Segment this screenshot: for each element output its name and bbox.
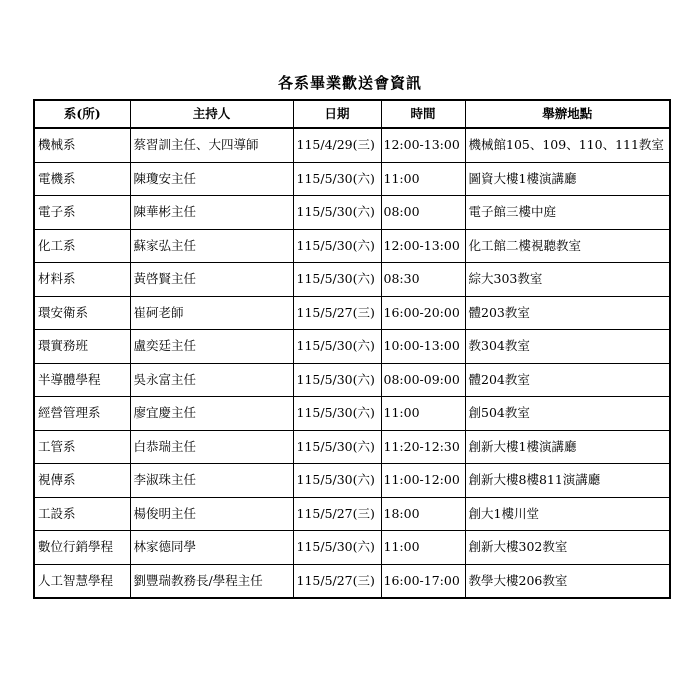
cell-time: 11:00 bbox=[381, 531, 465, 565]
cell-time: 11:00-12:00 bbox=[381, 464, 465, 498]
cell-date: 115/5/30(六) bbox=[293, 397, 381, 431]
cell-venue: 體203教室 bbox=[465, 296, 670, 330]
table-row bbox=[34, 464, 670, 498]
cell-department: 經營管理系 bbox=[34, 397, 130, 431]
table-row bbox=[34, 162, 670, 196]
cell-department: 機械系 bbox=[34, 128, 130, 162]
cell-venue: 創新大樓302教室 bbox=[465, 531, 670, 565]
table-header-row bbox=[34, 100, 670, 128]
cell-host: 蔡習訓主任、大四導師 bbox=[130, 128, 293, 162]
cell-department: 電機系 bbox=[34, 162, 130, 196]
cell-date: 115/5/30(六) bbox=[293, 531, 381, 565]
cell-time: 11:20-12:30 bbox=[381, 430, 465, 464]
cell-host: 白恭瑞主任 bbox=[130, 430, 293, 464]
cell-time: 16:00-17:00 bbox=[381, 564, 465, 598]
cell-department: 視傳系 bbox=[34, 464, 130, 498]
cell-host: 陳華彬主任 bbox=[130, 196, 293, 230]
cell-venue: 創新大樓1樓演講廳 bbox=[465, 430, 670, 464]
cell-department: 化工系 bbox=[34, 229, 130, 263]
cell-venue: 教304教室 bbox=[465, 330, 670, 364]
cell-department: 環實務班 bbox=[34, 330, 130, 364]
cell-host: 李淑珠主任 bbox=[130, 464, 293, 498]
cell-venue: 圖資大樓1樓演講廳 bbox=[465, 162, 670, 196]
cell-department: 工管系 bbox=[34, 430, 130, 464]
table-row bbox=[34, 128, 670, 162]
table-row bbox=[34, 196, 670, 230]
cell-department: 半導體學程 bbox=[34, 363, 130, 397]
table-row bbox=[34, 564, 670, 598]
cell-host: 陳瓊安主任 bbox=[130, 162, 293, 196]
cell-host: 劉豐瑞教務長/學程主任 bbox=[130, 564, 293, 598]
cell-host: 盧奕廷主任 bbox=[130, 330, 293, 364]
column-header-host: 主持人 bbox=[130, 100, 293, 128]
cell-department: 人工智慧學程 bbox=[34, 564, 130, 598]
cell-time: 11:00 bbox=[381, 397, 465, 431]
cell-venue: 綜大303教室 bbox=[465, 263, 670, 297]
cell-department: 工設系 bbox=[34, 497, 130, 531]
cell-department: 材料系 bbox=[34, 263, 130, 297]
cell-time: 08:00-09:00 bbox=[381, 363, 465, 397]
table-row bbox=[34, 531, 670, 565]
column-header-time: 時間 bbox=[381, 100, 465, 128]
cell-venue: 創504教室 bbox=[465, 397, 670, 431]
cell-date: 115/5/30(六) bbox=[293, 229, 381, 263]
cell-host: 崔砢老師 bbox=[130, 296, 293, 330]
cell-date: 115/5/30(六) bbox=[293, 464, 381, 498]
cell-host: 蘇家弘主任 bbox=[130, 229, 293, 263]
table-row bbox=[34, 430, 670, 464]
column-header-date: 日期 bbox=[293, 100, 381, 128]
cell-date: 115/5/27(三) bbox=[293, 497, 381, 531]
cell-time: 08:30 bbox=[381, 263, 465, 297]
table-row bbox=[34, 296, 670, 330]
cell-time: 10:00-13:00 bbox=[381, 330, 465, 364]
cell-date: 115/5/30(六) bbox=[293, 430, 381, 464]
farewell-schedule-table bbox=[33, 99, 671, 599]
table-row bbox=[34, 330, 670, 364]
cell-venue: 體204教室 bbox=[465, 363, 670, 397]
cell-host: 林家德同學 bbox=[130, 531, 293, 565]
column-header-department: 系(所) bbox=[34, 100, 130, 128]
cell-date: 115/5/30(六) bbox=[293, 330, 381, 364]
cell-time: 08:00 bbox=[381, 196, 465, 230]
cell-time: 12:00-13:00 bbox=[381, 229, 465, 263]
cell-time: 18:00 bbox=[381, 497, 465, 531]
table-row bbox=[34, 363, 670, 397]
table-row bbox=[34, 497, 670, 531]
cell-host: 黃啓賢主任 bbox=[130, 263, 293, 297]
cell-date: 115/4/29(三) bbox=[293, 128, 381, 162]
column-header-venue: 舉辦地點 bbox=[465, 100, 670, 128]
cell-date: 115/5/30(六) bbox=[293, 162, 381, 196]
cell-venue: 創大1樓川堂 bbox=[465, 497, 670, 531]
cell-venue: 機械館105、109、110、111教室 bbox=[465, 128, 670, 162]
cell-time: 12:00-13:00 bbox=[381, 128, 465, 162]
cell-date: 115/5/30(六) bbox=[293, 363, 381, 397]
cell-venue: 電子館三樓中庭 bbox=[465, 196, 670, 230]
cell-department: 環安衛系 bbox=[34, 296, 130, 330]
table-row bbox=[34, 229, 670, 263]
cell-department: 電子系 bbox=[34, 196, 130, 230]
cell-date: 115/5/30(六) bbox=[293, 196, 381, 230]
cell-date: 115/5/27(三) bbox=[293, 564, 381, 598]
cell-venue: 化工館二樓視聽教室 bbox=[465, 229, 670, 263]
cell-venue: 教學大樓206教室 bbox=[465, 564, 670, 598]
cell-time: 11:00 bbox=[381, 162, 465, 196]
table-row bbox=[34, 397, 670, 431]
cell-host: 吳永富主任 bbox=[130, 363, 293, 397]
cell-time: 16:00-20:00 bbox=[381, 296, 465, 330]
table-body bbox=[34, 128, 670, 598]
cell-host: 廖宜慶主任 bbox=[130, 397, 293, 431]
cell-host: 楊俊明主任 bbox=[130, 497, 293, 531]
cell-venue: 創新大樓8樓811演講廳 bbox=[465, 464, 670, 498]
table-row bbox=[34, 263, 670, 297]
cell-date: 115/5/27(三) bbox=[293, 296, 381, 330]
cell-department: 數位行銷學程 bbox=[34, 531, 130, 565]
cell-date: 115/5/30(六) bbox=[293, 263, 381, 297]
page-title: 各系畢業歡送會資訊 bbox=[277, 74, 422, 92]
